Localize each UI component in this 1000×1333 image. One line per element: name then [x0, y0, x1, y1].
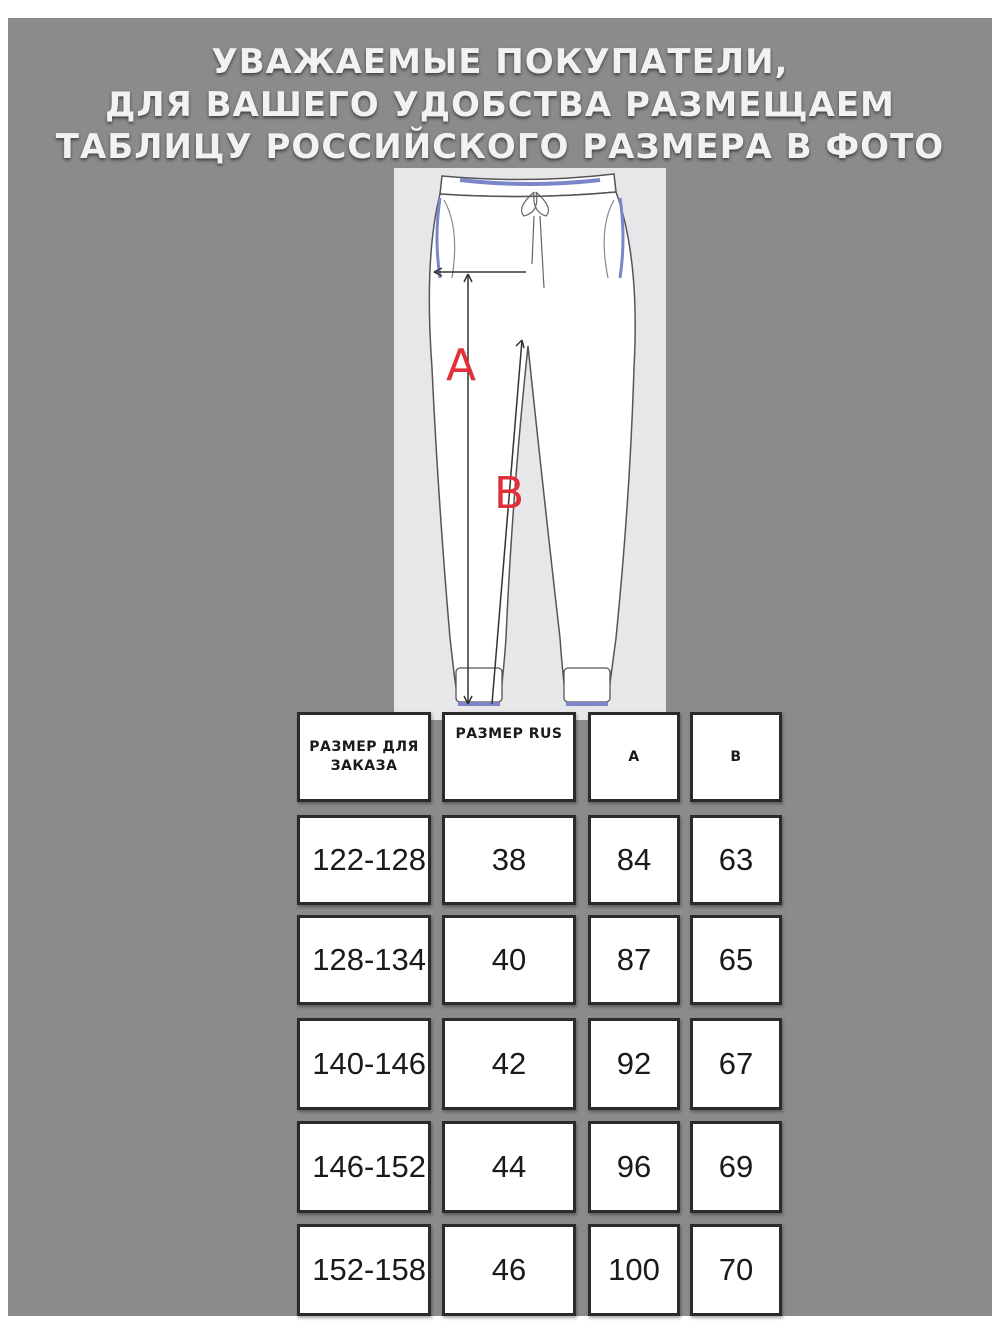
- table-cell-order-size: 122-128: [297, 815, 431, 905]
- pants-outline: [429, 192, 635, 700]
- table-cell-a: 84: [588, 815, 680, 905]
- cuff-right: [564, 668, 610, 702]
- table-cell-b: 70: [690, 1224, 782, 1316]
- table-cell-rus-size: 38: [442, 815, 576, 905]
- header-order-size: РАЗМЕР ДЛЯ ЗАКАЗА: [297, 712, 431, 802]
- pants-diagram: [394, 168, 666, 720]
- heading-line-2: ДЛЯ ВАШЕГО УДОБСТВА РАЗМЕЩАЕМ: [105, 85, 895, 125]
- header-rus-size: РАЗМЕР RUS: [442, 712, 576, 802]
- table-cell-a: 92: [588, 1018, 680, 1110]
- table-cell-rus-size: 42: [442, 1018, 576, 1110]
- pants-illustration: [394, 168, 666, 720]
- table-cell-order-size: 146-152: [297, 1121, 431, 1213]
- table-cell-b: 69: [690, 1121, 782, 1213]
- heading-line-1: УВАЖАЕМЫЕ ПОКУПАТЕЛИ,: [211, 42, 789, 82]
- header-a: A: [588, 712, 680, 802]
- table-cell-b: 63: [690, 815, 782, 905]
- table-cell-b: 67: [690, 1018, 782, 1110]
- header-b: B: [690, 712, 782, 802]
- measure-label-a: A: [446, 340, 477, 391]
- measure-label-b: B: [494, 468, 525, 519]
- table-cell-order-size: 152-158: [297, 1224, 431, 1316]
- table-cell-order-size: 140-146: [297, 1018, 431, 1110]
- heading-line-3: ТАБЛИЦУ РОССИЙСКОГО РАЗМЕРА В ФОТО: [55, 127, 945, 167]
- table-cell-a: 100: [588, 1224, 680, 1316]
- table-cell-order-size: 128-134: [297, 915, 431, 1005]
- table-cell-rus-size: 46: [442, 1224, 576, 1316]
- table-cell-b: 65: [690, 915, 782, 1005]
- table-cell-rus-size: 44: [442, 1121, 576, 1213]
- table-cell-a: 87: [588, 915, 680, 1005]
- table-cell-rus-size: 40: [442, 915, 576, 1005]
- table-cell-a: 96: [588, 1121, 680, 1213]
